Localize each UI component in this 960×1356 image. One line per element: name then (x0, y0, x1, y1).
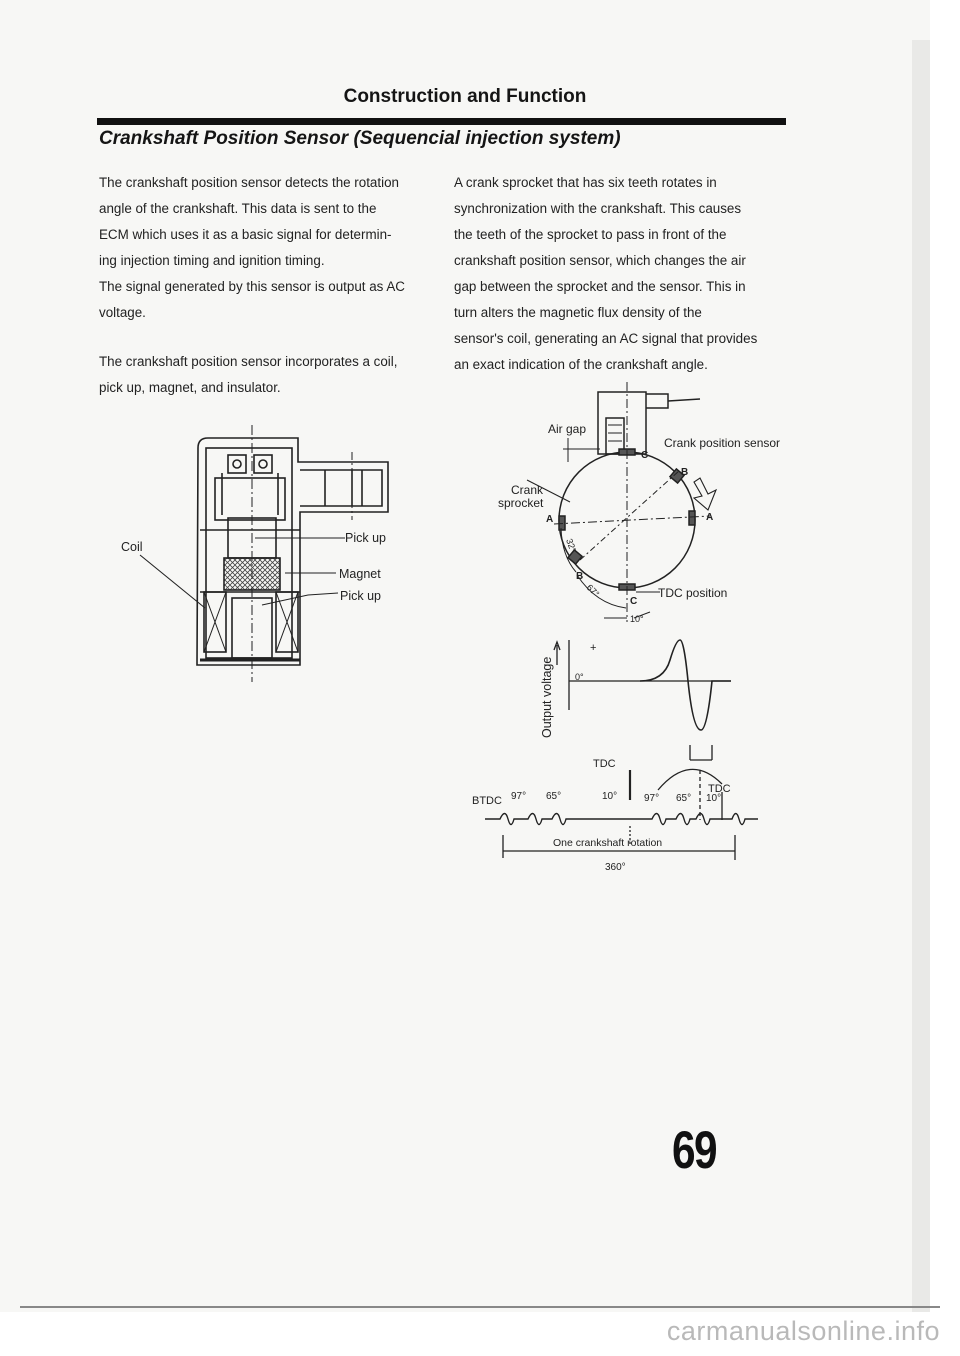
tdc-right-label: TDC (708, 783, 731, 795)
section-title: Construction and Function (343, 86, 587, 107)
angle-65-label: 65° (546, 791, 562, 802)
btdc-label: BTDC (472, 795, 502, 807)
body-line: A crank sprocket that has six teeth rotates in (454, 175, 717, 190)
sprocket-label: sprocket (498, 496, 544, 510)
air-gap-label: Air gap (548, 422, 587, 436)
body-line: ECM which uses it as a basic signal for determin- (99, 227, 392, 242)
coil-label: Coil (121, 540, 143, 554)
body-line: synchronization with the crankshaft. This causes (454, 201, 742, 216)
pickup-label: Pick up (345, 531, 386, 545)
bottom-edge-line (20, 1306, 940, 1308)
tooth-label-c-lower: C (630, 596, 638, 607)
tooth-label-a: A (546, 514, 554, 525)
pickup-label-lower: Pick up (340, 589, 381, 603)
crank-sprocket-diagram (475, 375, 805, 635)
watermark: carmanualsonline.info (666, 1316, 940, 1346)
crank-position-sensor-label: Crank position sensor (664, 436, 781, 450)
rotation-label: One crankshaft rotation (553, 837, 663, 849)
crank-label: Crank (511, 483, 544, 497)
magnet-label: Magnet (339, 567, 381, 581)
body-line: gap between the sprocket and the sensor. This in (454, 279, 746, 294)
tdc-label: TDC (593, 758, 616, 770)
body-line: pick up, magnet, and insulator. (99, 380, 281, 395)
angle-10-label: 10° (630, 614, 644, 624)
body-line: an exact indication of the crankshaft angle. (454, 357, 708, 372)
sensor-cross-section-diagram (110, 420, 410, 690)
angle-97-label-2: 97° (644, 793, 660, 804)
body-line: The crankshaft position sensor incorporates a coil, (99, 354, 398, 369)
zero-label: 0° (575, 672, 584, 682)
body-line: crankshaft position sensor, which changes the air (454, 253, 746, 268)
body-line: ing injection timing and ignition timing. (99, 253, 325, 268)
body-line: The crankshaft position sensor detects the rotation (99, 175, 399, 190)
body-line: turn alters the magnetic flux density of the (454, 305, 702, 320)
angle-97-label: 97° (511, 791, 527, 802)
angle-10-label: 10° (602, 791, 618, 802)
angle-32-label: 32° (564, 537, 579, 554)
tooth-label-b: B (681, 467, 689, 478)
body-line: the teeth of the sprocket to pass in front of the (454, 227, 727, 242)
rotation-degrees-label: 360° (605, 862, 626, 873)
plus-label: + (590, 642, 597, 654)
title-rule (97, 118, 786, 125)
tooth-label-c: C (641, 450, 649, 461)
angle-67-label: 67° (584, 582, 602, 600)
left-text-column (99, 170, 435, 401)
page-edge-shadow (912, 40, 930, 1312)
output-voltage-axis-label: Output voltage (540, 656, 554, 738)
tdc-position-label: TDC position (658, 586, 728, 600)
right-text-column (454, 170, 788, 378)
body-line: The signal generated by this sensor is output as AC (99, 279, 405, 294)
tooth-label-b-lower: B (576, 571, 584, 582)
angle-10-label-2: 10° (706, 793, 722, 804)
body-line: sensor's coil, generating an AC signal that provides (454, 331, 758, 346)
output-waveform-diagram (455, 630, 795, 880)
body-line: voltage. (99, 305, 146, 320)
tooth-label-a-right: A (706, 512, 714, 523)
angle-65-label-2: 65° (676, 793, 692, 804)
page-number: 69 (672, 1121, 716, 1180)
body-line: angle of the crankshaft. This data is sent to the (99, 201, 377, 216)
page-subtitle: Crankshaft Position Sensor (Sequencial injection system) (99, 128, 621, 149)
